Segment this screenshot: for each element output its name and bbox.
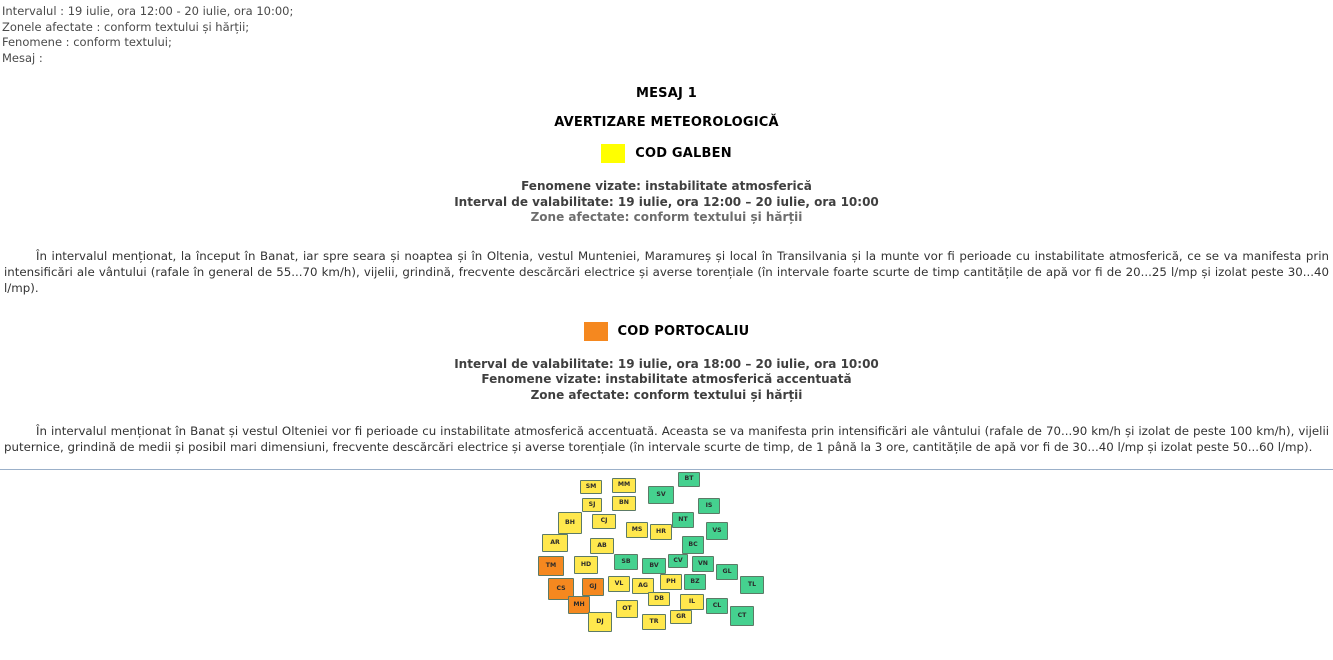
county-bc: BC: [682, 536, 704, 554]
county-ot: OT: [616, 600, 638, 618]
county-sj: SJ: [582, 498, 602, 512]
county-vl: VL: [608, 576, 630, 592]
yellow-details: [4, 179, 1329, 226]
orange-paragraph: În intervalul menționat în Banat și vestul Olteniei vor fi perioade cu instabilitate atmosferică accentuată. Aceasta se va manifesta prin intensificări ale vântului (rafale de 70...90 km/h și izolat de peste 100 km/h), vijelii puternice, grindină de medii și posibil mari dimensiuni, frecvente descărcări electrice și averse torențiale (în intervale scurte de timp, de 1 până la 3 ore, cantitățile de apă vor fi de 30...40 l/mp și izolat peste 50...60 l/mp).: [4, 424, 1329, 454]
county-gr: GR: [670, 610, 692, 624]
map-counties-container: [520, 472, 810, 658]
county-vn: VN: [692, 556, 714, 572]
county-nt: NT: [672, 512, 694, 528]
county-sv: SV: [648, 486, 674, 504]
county-db: DB: [648, 592, 670, 606]
county-hr: HR: [650, 524, 672, 540]
county-ag: AG: [632, 578, 654, 594]
county-vs: VS: [706, 522, 728, 540]
orange-details: [4, 357, 1329, 404]
yellow-paragraph: În intervalul menționat, la început în Banat, iar spre seara și noaptea și în Oltenia, vestul Munteniei, Maramureș și local în Transilvania și la munte vor fi perioade cu instabilitate atmosferică, ce se va manifesta prin intensificări ale vântului (rafale în general de 55...70 km/h), vijelii, grindină, frecvente descărcări electrice și averse torențiale (în intervale foarte scurte de timp cantitățile de apă vor fi de 20...25 l/mp și izolat peste 30...40 l/mp).: [4, 248, 1329, 295]
orange-code-row: [4, 322, 1329, 341]
county-sb: SB: [614, 554, 638, 570]
county-sm: SM: [580, 480, 602, 494]
orange-color-swatch: [584, 322, 608, 341]
county-tl: TL: [740, 576, 764, 594]
orange-phenomena: Fenomene vizate: instabilitate atmosferică accentuată: [481, 372, 852, 386]
county-tm: TM: [538, 556, 564, 576]
yellow-phenomena: Fenomene vizate: instabilitate atmosferică: [521, 179, 812, 193]
meta-line-message: Mesaj :: [2, 50, 43, 65]
county-cj: CJ: [592, 514, 616, 529]
romania-warning-map: [0, 470, 1333, 660]
county-ct: CT: [730, 606, 754, 626]
yellow-zones: Zone afectate: conform textului și hărții: [530, 210, 803, 224]
county-dj: DJ: [588, 612, 612, 632]
header-meta: [0, 0, 1333, 66]
yellow-code-row: [4, 144, 1329, 163]
county-cv: CV: [668, 554, 688, 568]
county-ms: MS: [626, 522, 648, 538]
county-cl: CL: [706, 598, 728, 614]
county-cs: CS: [548, 578, 574, 600]
county-hd: HD: [574, 556, 598, 574]
county-ph: PH: [660, 574, 682, 590]
county-tr: TR: [642, 614, 666, 630]
county-bv: BV: [642, 558, 666, 574]
yellow-color-swatch: [601, 144, 625, 163]
county-ab: AB: [590, 538, 614, 554]
orange-code-label: COD PORTOCALIU: [617, 323, 750, 339]
meta-line-interval: Intervalul : 19 iulie, ora 12:00 - 20 iulie, ora 10:00;: [2, 4, 294, 18]
county-mm: MM: [612, 478, 636, 493]
county-il: IL: [680, 594, 704, 610]
county-gl: GL: [716, 564, 738, 580]
county-bz: BZ: [684, 574, 706, 590]
yellow-validity: Interval de valabilitate: 19 iulie, ora 12:00 – 20 iulie, ora 10:00: [454, 194, 879, 209]
county-mh: MH: [568, 596, 590, 614]
orange-validity: Interval de valabilitate: 19 iulie, ora 18:00 – 20 iulie, ora 10:00: [454, 356, 879, 371]
meta-line-phenomena: Fenomene : conform textului;: [2, 35, 172, 49]
meta-line-zones: Zonele afectate : conform textului și hărții;: [2, 19, 250, 34]
county-bh: BH: [558, 512, 582, 534]
message-body: [0, 86, 1333, 455]
county-bt: BT: [678, 472, 700, 487]
orange-zones: Zone afectate: conform textului și hărții: [530, 387, 803, 402]
message-subtitle: AVERTIZARE METEOROLOGICĂ: [554, 115, 779, 130]
message-title: MESAJ 1: [635, 86, 698, 101]
yellow-code-label: COD GALBEN: [635, 146, 732, 161]
county-ar: AR: [542, 534, 568, 552]
county-gj: GJ: [582, 578, 604, 596]
county-is: IS: [698, 498, 720, 514]
county-bn: BN: [612, 496, 636, 511]
